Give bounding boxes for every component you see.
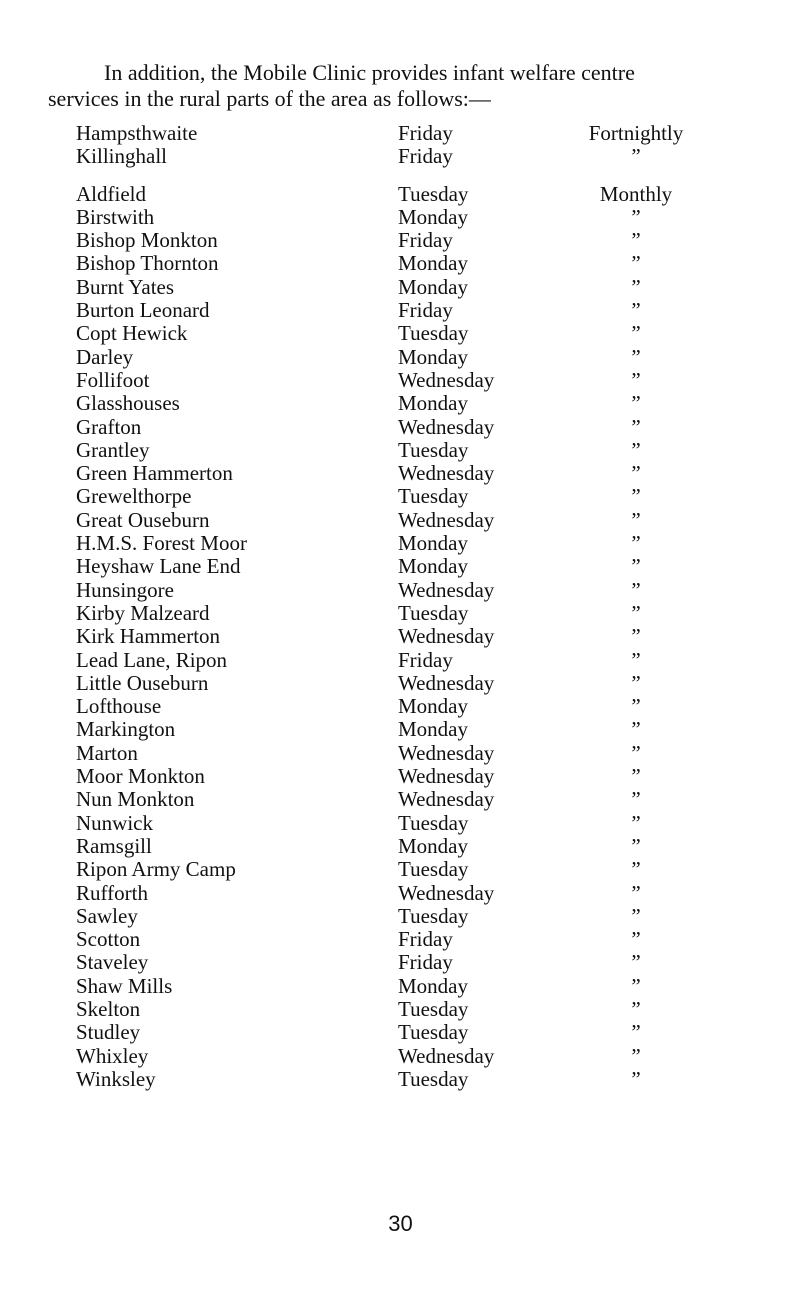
clinic-day: Tuesday: [398, 484, 469, 509]
clinic-day: Friday: [398, 228, 453, 253]
clinic-day: Friday: [398, 144, 453, 169]
place-name: Bishop Thornton: [76, 251, 219, 276]
clinic-frequency: ”: [631, 996, 641, 1021]
clinic-frequency: ”: [631, 507, 641, 532]
schedule-row: [76, 672, 696, 695]
place-name: Killinghall: [76, 144, 167, 169]
place-name: Green Hammerton: [76, 461, 233, 486]
schedule-row: [76, 276, 696, 299]
place-name: Lofthouse: [76, 694, 162, 719]
place-name: Bishop Monkton: [76, 228, 218, 253]
place-name: Shaw Mills: [76, 973, 173, 998]
intro-paragraph: [48, 60, 778, 112]
clinic-day: Friday: [398, 927, 453, 952]
clinic-day: Monday: [398, 391, 468, 416]
clinic-day: Monday: [398, 344, 468, 369]
place-name: Grafton: [76, 414, 142, 439]
schedule-row: [76, 229, 696, 252]
clinic-day: Tuesday: [398, 600, 469, 625]
clinic-frequency: ”: [631, 531, 641, 556]
place-name: Hunsingore: [76, 577, 174, 602]
page-number: 30: [388, 1211, 413, 1236]
schedule-row: [76, 485, 696, 508]
schedule-row: [76, 145, 696, 168]
clinic-day: Wednesday: [398, 1043, 495, 1068]
place-name: H.M.S. Forest Moor: [76, 531, 247, 556]
place-name: Whixley: [76, 1043, 149, 1068]
schedule-row: [76, 602, 696, 625]
place-name: Rufforth: [76, 880, 148, 905]
schedule-row: [76, 439, 696, 462]
schedule-row: [76, 765, 696, 788]
clinic-day: Monday: [398, 717, 468, 742]
schedule-row: [76, 858, 696, 881]
place-name: Scotton: [76, 927, 141, 952]
clinic-frequency: ”: [631, 647, 641, 672]
schedule-row: [76, 625, 696, 648]
clinic-day: Wednesday: [398, 624, 495, 649]
schedule-row: [76, 882, 696, 905]
place-name: Kirby Malzeard: [76, 600, 210, 625]
clinic-frequency: ”: [631, 391, 641, 416]
clinic-frequency: ”: [631, 670, 641, 695]
clinic-frequency: ”: [631, 764, 641, 789]
clinic-day: Wednesday: [398, 764, 495, 789]
clinic-day: Wednesday: [398, 577, 495, 602]
place-name: Marton: [76, 740, 138, 765]
clinic-frequency: ”: [631, 144, 641, 169]
clinic-day: Tuesday: [398, 903, 469, 928]
clinic-day: Wednesday: [398, 507, 495, 532]
schedule-row: [76, 346, 696, 369]
place-name: Grantley: [76, 437, 150, 462]
clinic-frequency: ”: [631, 950, 641, 975]
place-name: Ramsgill: [76, 833, 152, 858]
clinic-frequency: ”: [631, 694, 641, 719]
clinic-frequency: ”: [631, 880, 641, 905]
schedule-row: [76, 788, 696, 811]
clinic-frequency: ”: [631, 857, 641, 882]
place-name: Moor Monkton: [76, 764, 205, 789]
clinic-day: Friday: [398, 647, 453, 672]
place-name: Aldfield: [76, 181, 146, 206]
schedule-row: [76, 1045, 696, 1068]
clinic-frequency: ”: [631, 787, 641, 812]
schedule-row: [76, 812, 696, 835]
intro-line-2: services in the rural parts of the area as follows:—: [48, 86, 491, 111]
clinic-frequency: ”: [631, 1066, 641, 1091]
schedule-row: [76, 951, 696, 974]
clinic-day: Monday: [398, 274, 468, 299]
clinic-frequency: ”: [631, 903, 641, 928]
clinic-day: Monday: [398, 204, 468, 229]
clinic-schedule-table: [76, 122, 696, 1091]
schedule-row: [76, 322, 696, 345]
place-name: Lead Lane, Ripon: [76, 647, 228, 672]
clinic-frequency: ”: [631, 274, 641, 299]
clinic-frequency: ”: [631, 484, 641, 509]
place-name: Heyshaw Lane End: [76, 554, 241, 579]
place-name: Winksley: [76, 1066, 156, 1091]
clinic-day: Wednesday: [398, 461, 495, 486]
schedule-row: [76, 252, 696, 275]
place-name: Ripon Army Camp: [76, 857, 236, 882]
schedule-row: [76, 392, 696, 415]
clinic-day: Wednesday: [398, 787, 495, 812]
clinic-frequency: ”: [631, 717, 641, 742]
clinic-day: Wednesday: [398, 367, 495, 392]
clinic-frequency: ”: [631, 321, 641, 346]
schedule-row: [76, 579, 696, 602]
place-name: Burton Leonard: [76, 298, 210, 323]
clinic-frequency: ”: [631, 927, 641, 952]
clinic-frequency: ”: [631, 344, 641, 369]
clinic-day: Friday: [398, 298, 453, 323]
clinic-day: Tuesday: [398, 1020, 469, 1045]
clinic-day: Wednesday: [398, 740, 495, 765]
clinic-frequency: ”: [631, 228, 641, 253]
clinic-frequency: ”: [631, 461, 641, 486]
clinic-day: Monday: [398, 694, 468, 719]
place-name: Staveley: [76, 950, 149, 975]
clinic-day: Wednesday: [398, 670, 495, 695]
clinic-frequency: ”: [631, 367, 641, 392]
place-name: Birstwith: [76, 204, 155, 229]
schedule-row: [76, 206, 696, 229]
schedule-row: [76, 742, 696, 765]
place-name: Burnt Yates: [76, 274, 175, 299]
clinic-day: Monday: [398, 531, 468, 556]
clinic-day: Tuesday: [398, 1066, 469, 1091]
schedule-row: [76, 369, 696, 392]
clinic-frequency: ”: [631, 810, 641, 835]
schedule-row: [76, 1068, 696, 1091]
clinic-frequency: ”: [631, 740, 641, 765]
clinic-day: Monday: [398, 833, 468, 858]
clinic-frequency: ”: [631, 414, 641, 439]
clinic-day: Friday: [398, 121, 453, 145]
place-name: Nunwick: [76, 810, 153, 835]
clinic-day: Tuesday: [398, 321, 469, 346]
clinic-frequency: ”: [631, 251, 641, 276]
clinic-frequency: ”: [631, 973, 641, 998]
clinic-frequency: ”: [631, 298, 641, 323]
schedule-row: [76, 998, 696, 1021]
schedule-row: [76, 532, 696, 555]
schedule-row: [76, 928, 696, 951]
clinic-frequency: ”: [631, 833, 641, 858]
clinic-day: Tuesday: [398, 437, 469, 462]
place-name: Copt Hewick: [76, 321, 188, 346]
clinic-frequency: ”: [631, 1020, 641, 1045]
place-name: Glasshouses: [76, 391, 180, 416]
clinic-day: Monday: [398, 973, 468, 998]
clinic-frequency: Fortnightly: [588, 121, 684, 145]
clinic-frequency: ”: [631, 1043, 641, 1068]
clinic-day: Tuesday: [398, 181, 469, 206]
clinic-day: Tuesday: [398, 810, 469, 835]
schedule-row: [76, 509, 696, 532]
place-name: Hampsthwaite: [76, 121, 198, 145]
clinic-frequency: ”: [631, 554, 641, 579]
place-name: Sawley: [76, 903, 138, 928]
clinic-day: Wednesday: [398, 414, 495, 439]
place-name: Darley: [76, 344, 134, 369]
schedule-row: [76, 718, 696, 741]
clinic-day: Monday: [398, 251, 468, 276]
clinic-day: Monday: [398, 554, 468, 579]
schedule-row: [76, 695, 696, 718]
schedule-row: [76, 462, 696, 485]
place-name: Little Ouseburn: [76, 670, 209, 695]
place-name: Studley: [76, 1020, 141, 1045]
clinic-frequency: ”: [631, 437, 641, 462]
schedule-row: [76, 122, 696, 145]
place-name: Great Ouseburn: [76, 507, 210, 532]
place-name: Markington: [76, 717, 176, 742]
schedule-row: [76, 975, 696, 998]
clinic-frequency: Monthly: [599, 181, 673, 206]
schedule-row: [76, 835, 696, 858]
schedule-row: [76, 649, 696, 672]
clinic-day: Friday: [398, 950, 453, 975]
schedule-row: [76, 416, 696, 439]
place-name: Grewelthorpe: [76, 484, 192, 509]
clinic-day: Wednesday: [398, 880, 495, 905]
place-name: Follifoot: [76, 367, 150, 392]
clinic-frequency: ”: [631, 600, 641, 625]
schedule-row: [76, 183, 696, 206]
clinic-frequency: ”: [631, 577, 641, 602]
schedule-row: [76, 1021, 696, 1044]
clinic-frequency: ”: [631, 624, 641, 649]
intro-line-1: In addition, the Mobile Clinic provides infant welfare centre: [104, 60, 635, 85]
clinic-frequency: ”: [631, 204, 641, 229]
schedule-row: [76, 299, 696, 322]
place-name: Nun Monkton: [76, 787, 195, 812]
clinic-day: Tuesday: [398, 996, 469, 1021]
clinic-day: Tuesday: [398, 857, 469, 882]
schedule-row: [76, 555, 696, 578]
place-name: Skelton: [76, 996, 141, 1021]
schedule-row: [76, 905, 696, 928]
place-name: Kirk Hammerton: [76, 624, 221, 649]
